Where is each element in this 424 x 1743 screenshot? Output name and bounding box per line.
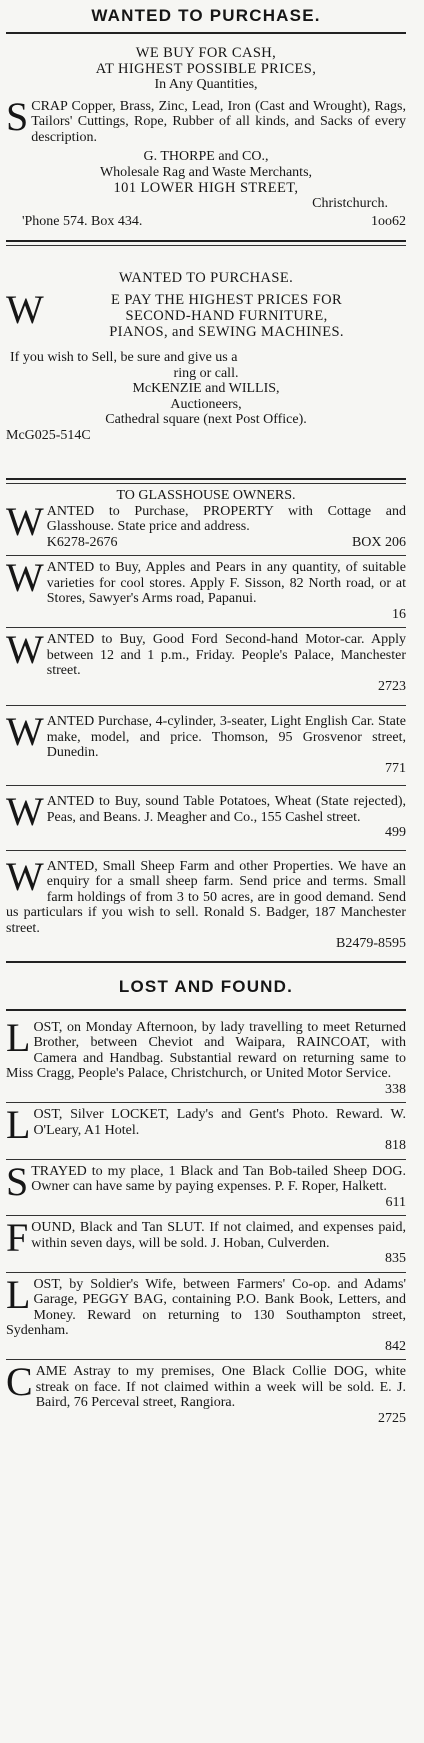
drop-cap: W — [6, 789, 44, 834]
drop-cap: W — [6, 709, 44, 754]
ad-came-astray — [6, 1362, 406, 1429]
drop-cap: L — [6, 1105, 31, 1147]
divider — [6, 627, 406, 628]
ad-text: ANTED Purchase, 4-cylinder, 3-seater, Light English Car. State make, model, and price. Thomson, 95 Grosvenor street, Dunedin. — [46, 714, 406, 760]
ad-address: 101 LOWER HIGH STREET, — [113, 180, 299, 196]
ad-firm: McKENZIE and WILLIS, — [132, 381, 280, 396]
drop-cap: S — [6, 93, 29, 139]
ad-text: OST, Silver LOCKET, Lady's and Gent's Photo. Reward. W. O'Leary, A1 Hotel. — [33, 1107, 406, 1138]
ad-mckenzie — [6, 248, 406, 446]
ad-address: Cathedral square (next Post Office). — [105, 412, 307, 427]
ad-found-slut — [6, 1218, 406, 1270]
ad-text: OST, by Soldier's Wife, between Farmers' Co-op. and Adams' Garage, PEGGY BAG, containing P.O. Bank Book, Letters, and Money. Reward on returning to 130 Southampton street, Sydenham. — [6, 1276, 406, 1338]
divider — [6, 478, 406, 480]
ad-apples — [6, 558, 406, 625]
newspaper-classifieds — [6, 0, 406, 1429]
ad-headline-line: E PAY THE HIGHEST PRICES FOR — [111, 292, 343, 308]
ad-body — [6, 1014, 406, 1082]
drop-cap: L — [6, 1274, 31, 1317]
ad-phone: 'Phone 574. Box 434. — [22, 213, 143, 229]
ad-body — [6, 853, 406, 937]
divider — [6, 1272, 406, 1273]
ad-text: OUND, Black and Tan SLUT. If not claimed, and expenses paid, within seven days, will be sold. J. Hoban, Culverden. — [31, 1220, 406, 1251]
drop-cap: W — [6, 630, 44, 672]
ad-thorpe — [6, 37, 406, 232]
ad-body — [6, 93, 406, 146]
ad-body — [6, 1274, 406, 1339]
ad-body — [6, 1364, 406, 1411]
ad-body — [6, 632, 406, 679]
ad-text: TRAYED to my place, 1 Black and Tan Bob-tailed Sheep DOG. Owner can have same by paying expenses. P. F. Roper, Halkett. — [31, 1163, 406, 1194]
ad-text: ring or call. — [173, 365, 239, 381]
ad-text: If you wish to Sell, be sure and give us a — [10, 350, 238, 365]
drop-cap: F — [6, 1218, 29, 1260]
ad-text: CRAP Copper, Brass, Zinc, Lead, Iron (Cast and Wrought), Rags, Tailors' Cuttings, Rope, Rubber of all kinds, and Sacks of every description. — [31, 98, 406, 145]
ad-headline-line: SECOND-HAND FURNITURE, — [125, 308, 328, 324]
divider — [6, 32, 406, 34]
ad-firm: G. THORPE and CO., — [143, 149, 269, 164]
ad-text: ANTED to Buy, Good Ford Second-hand Motor-car. Apply between 12 and 1 p.m., Friday. People's Palace, Manchester street. — [46, 632, 406, 678]
ad-ref: 611 — [385, 1194, 406, 1210]
ad-text: ANTED to Purchase, PROPERTY with Cottage and Glasshouse. State price and address. — [46, 503, 406, 534]
drop-cap: W — [6, 498, 44, 544]
ad-ref: 835 — [385, 1251, 406, 1266]
ad-ref: BOX 206 — [351, 534, 406, 550]
divider — [6, 705, 406, 706]
ad-city: Christchurch. — [312, 196, 388, 211]
ad-ref: 2723 — [378, 678, 406, 694]
ad-ref: 499 — [385, 825, 406, 840]
ad-text: AME Astray to my premises, One Black Collie DOG, white streak on face. If not claimed within a week will be sold. E. J. Baird, 76 Perceval street, Rangiora. — [35, 1364, 406, 1410]
ad-text: OST, on Monday Afternoon, by lady travelling to meet Returned Brother, between Cheviot and Waipara, RAINCOAT, with Camera and Handbag. Substantial reward on returning same to Miss Cragg, People's Palace, Christchurch, or United Motor Service. — [6, 1019, 406, 1081]
ad-strayed-dog — [6, 1162, 406, 1214]
divider — [6, 1159, 406, 1160]
ad-sheep-farm — [6, 853, 406, 955]
ad-headline: AT HIGHEST POSSIBLE PRICES, — [95, 61, 317, 77]
ad-subheadline: In Any Quantities, — [154, 77, 258, 92]
drop-cap: S — [6, 1161, 29, 1204]
section-heading-lost: LOST AND FOUND. — [118, 976, 294, 996]
ad-text: ANTED, Small Sheep Farm and other Properties. We have an enquiry for a small sheep farm. Send price and terms. Small farm holdings of from 3 to 50 acres, are in good demand. Send us particulars if you wish to sell. Ronald S. Badger, 187 Manchester street. — [6, 858, 406, 936]
ad-text: ANTED to Buy, Apples and Pears in any quantity, of suitable varieties for cool stores. Apply F. Sisson, 82 North road, or at Stores, Sawyer's Arms road, Papanui. — [46, 560, 406, 606]
divider — [6, 1009, 406, 1011]
ad-ref: 818 — [385, 1138, 406, 1153]
ad-headline: WE BUY FOR CASH, — [135, 45, 277, 61]
ad-headline-line: PIANOS, and SEWING MACHINES. — [109, 324, 344, 340]
divider — [6, 785, 406, 786]
divider — [6, 555, 406, 556]
ad-ref: 842 — [385, 1338, 406, 1354]
ad-lost-locket — [6, 1105, 406, 1157]
ad-body — [6, 709, 406, 761]
drop-cap: W — [6, 558, 44, 600]
ad-footer — [47, 535, 406, 551]
drop-cap: L — [6, 1014, 31, 1060]
ad-glasshouse — [6, 486, 406, 553]
ad-ref: 2725 — [378, 1410, 406, 1426]
ad-code: K6278-2676 — [46, 534, 118, 550]
ad-title: WANTED TO PURCHASE. — [118, 270, 294, 286]
ad-ford — [6, 630, 406, 697]
drop-cap: W — [6, 287, 45, 332]
ad-title: TO GLASSHOUSE OWNERS. — [116, 488, 296, 503]
ad-trade: Wholesale Rag and Waste Merchants, — [99, 164, 313, 180]
divider — [6, 1359, 406, 1360]
ad-ref: McG025-514C — [6, 427, 91, 443]
section-heading-wanted: WANTED TO PURCHASE. — [91, 6, 321, 25]
divider — [6, 1215, 406, 1216]
ad-ref: 771 — [385, 760, 406, 776]
ad-headline — [6, 287, 406, 340]
ad-potatoes — [6, 788, 406, 844]
ad-body — [6, 560, 406, 607]
ad-ref: 16 — [392, 606, 406, 622]
ad-ref: 338 — [385, 1081, 406, 1097]
ad-car — [6, 708, 406, 779]
divider — [6, 850, 406, 851]
drop-cap: C — [6, 1362, 33, 1404]
divider — [6, 1102, 406, 1103]
ad-footer — [6, 214, 406, 230]
ad-lost-peggy-bag — [6, 1275, 406, 1358]
divider — [6, 240, 406, 242]
ad-text: ANTED to Buy, sound Table Potatoes, Wheat (State rejected), Peas, and Beans. J. Meagher and Co., 155 Cashel street. — [46, 794, 406, 825]
drop-cap: W — [6, 853, 44, 899]
ad-lost-raincoat — [6, 1014, 406, 1101]
ad-ref: 1oo62 — [371, 213, 406, 229]
ad-trade: Auctioneers, — [170, 396, 242, 412]
divider — [6, 961, 406, 963]
divider — [6, 245, 406, 246]
divider — [6, 483, 406, 484]
ad-ref: B2479-8595 — [336, 936, 406, 951]
